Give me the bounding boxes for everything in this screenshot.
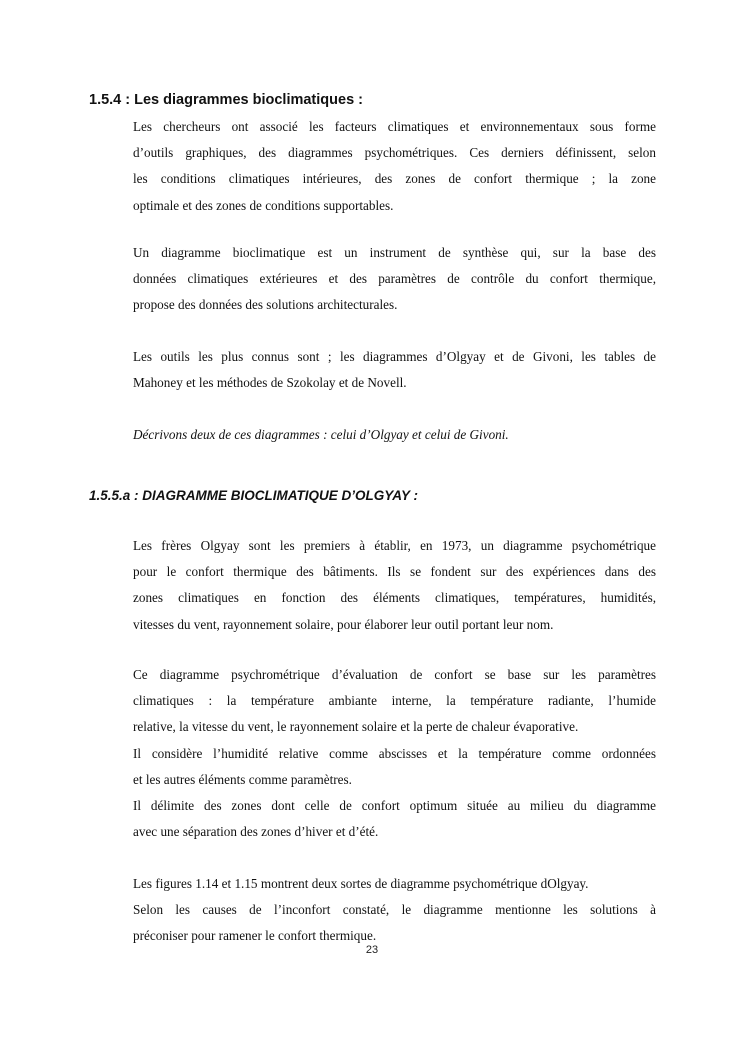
text-line: Les outils les plus connus sont ; les diagrammes d’Olgyay et de Givoni, les tables de xyxy=(133,349,656,364)
text-line: et les autres éléments comme paramètres. xyxy=(133,771,352,787)
paragraph-1-5-4-definition xyxy=(133,240,656,319)
text-line: Il délimite des zones dont celle de confort optimum située au milieu du diagramme xyxy=(133,797,656,813)
text-line: zones climatiques en fonction des éléments climatiques, températures, humidités, xyxy=(133,590,656,606)
text-line: optimale et des zones de conditions supportables. xyxy=(133,197,394,213)
text-line: Les frères Olgyay sont les premiers à établir, en 1973, un diagramme psychométrique xyxy=(133,538,656,553)
text-line: climatiques : la température ambiante interne, la température radiante, l’humide xyxy=(133,693,656,709)
paragraph-olgyay-figures xyxy=(133,871,656,950)
text-line: Selon les causes de l’inconfort constaté, le diagramme mentionne les solutions à xyxy=(133,902,656,918)
text-line: vitesses du vent, rayonnement solaire, pour élaborer leur outil portant leur nom. xyxy=(133,616,554,632)
text-line: les conditions climatiques intérieures, des zones de confort thermique ; la zone xyxy=(133,171,656,187)
paragraph-olgyay-parameters xyxy=(133,662,656,845)
paragraph-1-5-4-tools xyxy=(133,344,656,396)
text-line: Un diagramme bioclimatique est un instrument de synthèse qui, sur la base des xyxy=(133,245,656,260)
text-line: Les chercheurs ont associé les facteurs climatiques et environnementaux sous forme xyxy=(133,119,656,134)
text-line: données climatiques extérieures et des paramètres de contrôle du confort thermique, xyxy=(133,271,656,287)
text-line: propose des données des solutions architecturales. xyxy=(133,297,398,313)
text-line: Les figures 1.14 et 1.15 montrent deux sortes de diagramme psychométrique dOlgyay. xyxy=(133,876,589,891)
text-line: Décrivons deux de ces diagrammes : celui d’Olgyay et celui de Givoni. xyxy=(133,427,509,442)
text-line: Ce diagramme psychrométrique d’évaluation de confort se base sur les paramètres xyxy=(133,667,656,682)
section-heading-1-5-4: 1.5.4 : Les diagrammes bioclimatiques : xyxy=(89,92,363,108)
text-line: pour le confort thermique des bâtiments. Ils se fondent sur des expériences dans des xyxy=(133,564,656,580)
text-line: Mahoney et les méthodes de Szokolay et de Novell. xyxy=(133,375,407,391)
text-line: Il considère l’humidité relative comme abscisses et la température comme ordonnées xyxy=(133,745,656,761)
page-number: 23 xyxy=(365,944,379,956)
text-line: préconiser pour ramener le confort thermique. xyxy=(133,928,377,944)
section-heading-1-5-5-a: 1.5.5.a : DIAGRAMME BIOCLIMATIQUE D’OLGYAY : xyxy=(89,488,419,503)
text-line: d’outils graphiques, des diagrammes psychométriques. Ces derniers définissent, selon xyxy=(133,145,656,161)
text-line: avec une séparation des zones d’hiver et d’été. xyxy=(133,824,379,840)
paragraph-olgyay-intro xyxy=(133,533,656,638)
paragraph-1-5-4-transition xyxy=(133,422,656,448)
text-line: relative, la vitesse du vent, le rayonnement solaire et la perte de chaleur évaporative. xyxy=(133,719,579,735)
paragraph-1-5-4-intro xyxy=(133,114,656,219)
